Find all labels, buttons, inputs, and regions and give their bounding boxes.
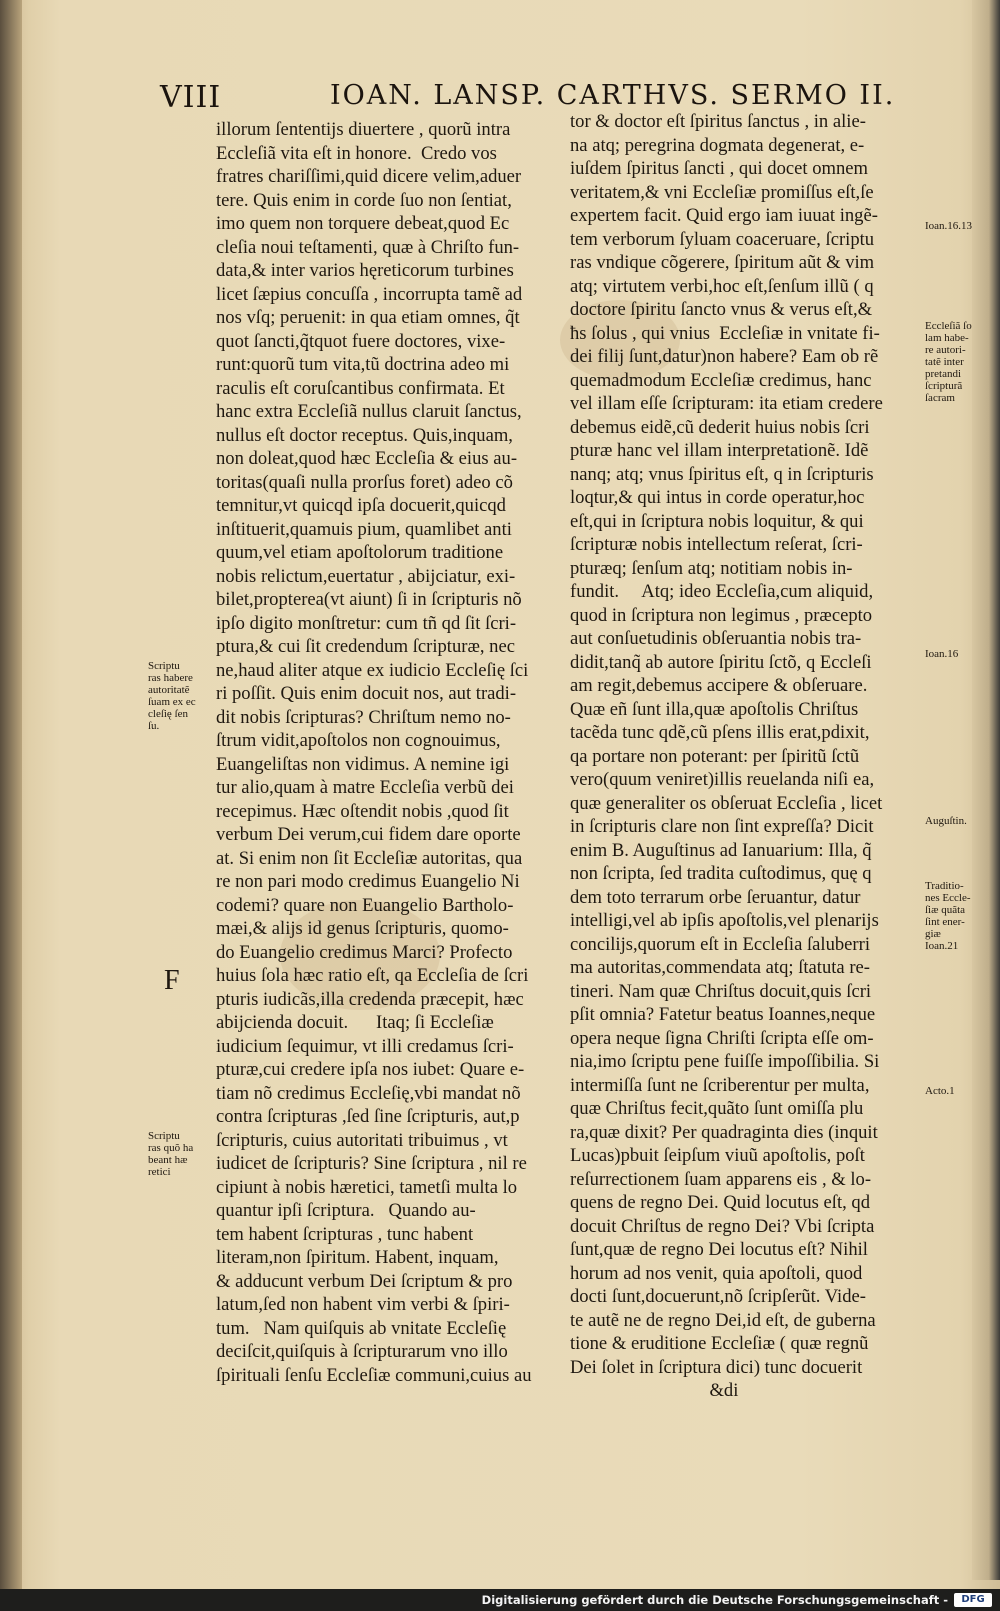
right-column-line: tem verborum ſyluam coaceruare, ſcriptu <box>570 228 875 250</box>
right-column-line: iuſdem ſpiritus ſancti , qui docet omnem <box>570 158 868 179</box>
left-column-line: ſcripturis, cuius autoritati tribuimus , vt <box>216 1129 508 1151</box>
right-column-line: &di <box>570 1380 739 1401</box>
right-column-line: ħs ſolus , qui vnius Eccleſiæ in vnitate fi- <box>570 322 880 344</box>
left-column-line: huius ſola hæc ratio eſt, qa Eccleſia de ſcri <box>216 965 529 986</box>
right-column-line: vel illam eſſe ſcripturam: ita etiam credere <box>570 393 883 414</box>
right-column-line: te autẽ ne de regno Dei,id eſt, de guberna <box>570 1309 876 1331</box>
right-column-line: concilijs,quorum eſt in Eccleſia ſaluberri <box>570 933 870 955</box>
right-column-line: enim B. Auguſtinus ad Ianuarium: Illa, q̃ <box>570 839 872 861</box>
page-edge <box>972 0 1000 1580</box>
right-column-line: intermiſſa ſunt ne ſcriberentur per multa, <box>570 1074 870 1096</box>
left-column-line: literam,non ſpiritum. Habent, inquam, <box>216 1247 499 1268</box>
left-column-line: pturis iudicãs,illa credenda præcepit, hæc <box>216 988 524 1010</box>
right-column-line: veritatem,& vni Eccleſiæ promiſſus eſt,ſe <box>570 181 874 203</box>
right-column-line: Quæ eñ ſunt illa,quæ apoſtolis Chriſtus <box>570 698 859 720</box>
left-column-line: ipſo digito monſtretur: cum tñ qd ſit ſcri- <box>216 612 517 634</box>
left-column-line: fratres chariſſimi,quid dicere velim,aduer <box>216 166 522 187</box>
left-column-line: bilet,propterea(vt aiunt) ſi in ſcripturis nõ <box>216 589 522 610</box>
right-column-line: eſt,qui in ſcriptura nobis loquitur, & qui <box>570 510 864 532</box>
right-column-line: am regit,debemus accipere & obſeruare. <box>570 675 868 696</box>
right-column-line: in ſcripturis clare non ſint expreſſa? Dicit <box>570 816 874 837</box>
left-column-line: ſpirituali ſenſu Eccleſiæ communi,cuius au <box>216 1364 532 1386</box>
right-column-line: ſcripturæ nobis intellectum reſerat, ſcri- <box>570 534 863 555</box>
right-column-line: pſit omnia? Fatetur beatus Ioannes,neque <box>570 1004 876 1025</box>
right-column-line: dem toto terrarum orbe ſeruantur, datur <box>570 886 861 908</box>
right-column-line: quemadmodum Eccleſiæ credimus, hanc <box>570 369 872 391</box>
right-column-line: quod in ſcriptura non legimus , præcepto <box>570 604 873 626</box>
right-column-line: atq; virtutem verbi,hoc eſt,ſenſum illũ ( q <box>570 275 874 297</box>
right-column-line: tineri. Nam quæ Chriſtus docuit,quis ſcri <box>570 980 872 1002</box>
left-column-line: ri poſſit. Quis enim docuit nos, aut tradi- <box>216 683 517 704</box>
left-column-line: mæi,& alijs id genus ſcripturis, quomo- <box>216 918 509 939</box>
left-column-line: tum. Nam quiſquis ab vnitate Eccleſię <box>216 1317 507 1339</box>
left-column-line: iudicet de ſcripturis? Sine ſcriptura , nil re <box>216 1153 527 1174</box>
right-column-line: didit,tanq̃ ab autore ſpiritu ſctõ, q Eccleſi <box>570 651 872 673</box>
right-column-line: Lucas)pbuit ſeipſum viuũ apoſtolis, poſt <box>570 1145 865 1166</box>
left-column-line: quum,vel etiam apoſtolorum traditione <box>216 542 504 563</box>
margin-note-traditiones: Traditio- nes Eccle- ſiæ quãta ſint ener- giæ Ioan.21 <box>925 880 971 952</box>
left-column-line: nos vſq; peruenit: in qua etiam omnes, q̃t <box>216 307 520 328</box>
right-column-line: reſurrectionem ſuam apparens eis , & lo- <box>570 1168 872 1190</box>
left-column-line: hanc extra Eccleſiã nullus claruit ſanctus, <box>216 401 522 422</box>
right-column-line: pturæ hanc vel illam interpretationẽ. Idẽ <box>570 440 869 461</box>
left-column-line: dit nobis ſcripturas? Chriſtum nemo no- <box>216 706 511 728</box>
right-column-line: nia,imo ſcriptu pene fuiſſe impoſſibilia. Si <box>570 1051 880 1072</box>
margin-note-ioan-16: Ioan.16 <box>925 648 959 660</box>
left-column-line: cleſia noui teſtamenti, quæ à Chriſto fun- <box>216 236 520 258</box>
left-column-line: non doleat,quod hæc Eccleſia & eius au- <box>216 448 518 469</box>
right-column-line: expertem facit. Quid ergo iam iuuat ingẽ- <box>570 205 878 226</box>
left-column-line: nullus eſt doctor receptus. Quis,inquam, <box>216 424 513 446</box>
margin-note-acto-1: Acto.1 <box>925 1085 955 1097</box>
left-column-line: latum,ſed non habent vim verbi & ſpiri- <box>216 1294 510 1315</box>
right-column-line: na atq; peregrina dogmata degenerat, e- <box>570 134 865 156</box>
dfg-logo[interactable]: DFG <box>954 1593 992 1607</box>
right-column-line: ma autoritas,commendata atq; ſtatuta re- <box>570 957 870 978</box>
left-column-line: quantur ipſi ſcriptura. Quando au- <box>216 1200 476 1221</box>
signature-mark: F <box>164 965 180 996</box>
left-text-column <box>216 118 556 1387</box>
left-column-line: iudicium ſequimur, vt illi credamus ſcri- <box>216 1035 514 1057</box>
right-column-line: quæ generaliter os obſeruat Eccleſia , licet <box>570 792 883 814</box>
left-column-line: contra ſcripturas ,ſed ſine ſcripturis, aut,p <box>216 1106 520 1127</box>
left-column-line: do Euangelio credimus Marci? Profecto <box>216 941 513 963</box>
left-column-line: pturæ,cui credere ipſa nos iubet: Quare e- <box>216 1059 525 1080</box>
right-column-line: ras vndique cõgerere, ſpiritum aũt & vim <box>570 252 875 273</box>
right-column-line: debemus eidẽ,cũ dederit huius nobis ſcri <box>570 416 870 438</box>
left-column-line: recepimus. Hæc oſtendit nobis ,quod ſit <box>216 800 509 822</box>
digitization-footer <box>0 1589 1000 1611</box>
left-column-line: codemi? quare non Euangelio Bartholo- <box>216 894 514 916</box>
left-column-line: ptura,& cui ſit credendum ſcripturæ, nec <box>216 636 515 657</box>
left-column-line: nobis relictum,euertatur , abijciatur, exi- <box>216 565 516 587</box>
footer-credit: Digitalisierung gefördert durch die Deutsche Forschungsgemeinschaft - <box>481 1593 948 1607</box>
left-column-line: runt:quorũ tum vita,tũ doctrina adeo mi <box>216 354 510 375</box>
left-column-line: raculis eſt coruſcantibus confirmata. Et <box>216 377 505 399</box>
left-column-line: tur alio,quam à matre Eccleſia verbũ dei <box>216 777 514 798</box>
right-column-line: nanq; atq; vnus ſpiritus eſt, q in ſcripturis <box>570 463 874 485</box>
binding-gutter <box>0 0 22 1611</box>
margin-note-augustin: Auguſtin. <box>925 815 967 827</box>
right-column-line: loqtur,& qui intus in corde operatur,hoc <box>570 487 865 508</box>
margin-note-scripture-heretics: Scriptu ras quõ ha beant hæ retici <box>148 1130 194 1178</box>
left-column-line: Euangeliſtas non vidimus. A nemine igi <box>216 753 510 775</box>
right-column-line: horum ad nos venit, quia apoſtoli, quod <box>570 1262 863 1284</box>
left-column-line: deciſcit,quiſquis à ſcripturarum vno illo <box>216 1341 508 1362</box>
right-column-line: fundit. Atq; ideo Eccleſia,cum aliquid, <box>570 581 874 602</box>
right-column-line: tacẽda tunc qdẽ,cũ pſens illis erat,pdixit, <box>570 722 870 743</box>
left-column-line: & adducunt verbum Dei ſcriptum & pro <box>216 1270 513 1292</box>
right-column-line: Dei ſolet in ſcriptura dici) tunc docuerit <box>570 1356 863 1378</box>
left-column-line: cipiunt à nobis hæretici, tametſi multa lo <box>216 1176 518 1198</box>
left-column-line: inſtituerit,quamuis pium, quamlibet anti <box>216 518 512 540</box>
left-column-line: tem habent ſcripturas , tunc habent <box>216 1223 474 1245</box>
right-column-line: quens de regno Dei. Quid locutus eſt, qd <box>570 1192 871 1213</box>
left-column-line: abijcienda docuit. Itaq; ſi Eccleſiæ <box>216 1012 494 1033</box>
right-column-line: ſunt,quæ de regno Dei locutus eſt? Nihil <box>570 1239 868 1260</box>
left-column-line: tere. Quis enim in corde ſuo non ſentiat, <box>216 189 512 211</box>
right-column-line: ra,quæ dixit? Per quadraginta dies (inquit <box>570 1121 878 1143</box>
left-column-line: at. Si enim non ſit Eccleſiæ autoritas, qua <box>216 847 523 869</box>
right-column-line: non ſcripta, ſed tradita cuſtodimus, quę q <box>570 863 872 884</box>
left-column-line: data,& inter varios hęreticorum turbines <box>216 260 514 281</box>
left-column-line: licet ſæpius concuſſa , incorrupta tamẽ ad <box>216 283 523 305</box>
folio-number: VIII <box>160 80 222 115</box>
right-column-line: qa portare non poterant: per ſpiritũ ſctũ <box>570 745 860 767</box>
left-column-line: temnitur,vt quicqd ipſa docuerit,quicqd <box>216 495 506 516</box>
right-column-line: quæ Chriſtus fecit,quãto ſunt omiſſa plu <box>570 1098 864 1119</box>
right-column-line: docuit Chriſtus de regno Dei? Vbi ſcripta <box>570 1215 875 1237</box>
margin-note-scriptura-authority: Scriptu ras habere autoritatẽ ſuam ex ec cleſię ſen ſu. <box>148 660 196 732</box>
right-column-line: intelligi,vel ab ipſis apoſtolis,vel plenarijs <box>570 910 879 931</box>
right-column-line: vero(quum veniret)illis reuelanda niſi ea, <box>570 769 875 790</box>
right-column-line: docti ſunt,docuerunt,nõ ſcripſerũt. Vide- <box>570 1286 866 1307</box>
right-text-column <box>570 110 910 1403</box>
margin-note-ecclesia-authority: Eccleſiã ſo lam habe- re autori- tatẽ inter pretandi ſcripturã ſacram <box>925 320 972 404</box>
left-column-line: Eccleſiã vita eſt in honore. Credo vos <box>216 142 497 164</box>
left-column-line: ſtrum vidit,apoſtolos non cognouimus, <box>216 730 501 751</box>
left-column-line: illorum ſententijs diuertere , quorũ intra <box>216 119 511 140</box>
right-column-line: opera neque ſigna Chriſti ſcripta eſſe om- <box>570 1027 874 1049</box>
right-column-line: dei filij ſunt,datur)non habere? Eam ob rẽ <box>570 346 879 367</box>
right-column-line: tor & doctor eſt ſpiritus ſanctus , in alie- <box>570 111 866 132</box>
left-column-line: imo quem non torquere debeat,quod Ec <box>216 213 510 234</box>
left-column-line: ne,haud aliter atque ex iudicio Eccleſię ſci <box>216 659 529 681</box>
left-column-line: verbum Dei verum,cui fidem dare oporte <box>216 824 521 845</box>
right-column-line: doctore ſpiritu ſancto vnus & verus eſt,& <box>570 299 873 320</box>
margin-note-ioan-16-13: Ioan.16.13 <box>925 220 973 232</box>
left-column-line: re non pari modo credimus Euangelio Ni <box>216 871 520 892</box>
left-column-line: tiam nõ credimus Eccleſię,vbi mandat nõ <box>216 1082 521 1104</box>
left-column-line: toritas(quaſi nulla prorſus foret) adeo cõ <box>216 471 513 493</box>
running-title: IOAN. LANSP. CARTHVS. SERMO II. <box>330 80 896 111</box>
right-column-line: tione & eruditione Eccleſiæ ( quæ regnũ <box>570 1333 869 1354</box>
right-column-line: aut conſuetudinis obſeruantia nobis tra- <box>570 628 862 649</box>
right-column-line: pturæq; ſenſum atq; notitiam nobis in- <box>570 557 853 579</box>
left-column-line: quot ſancti,q̃tquot fuere doctores, vixe- <box>216 330 506 352</box>
